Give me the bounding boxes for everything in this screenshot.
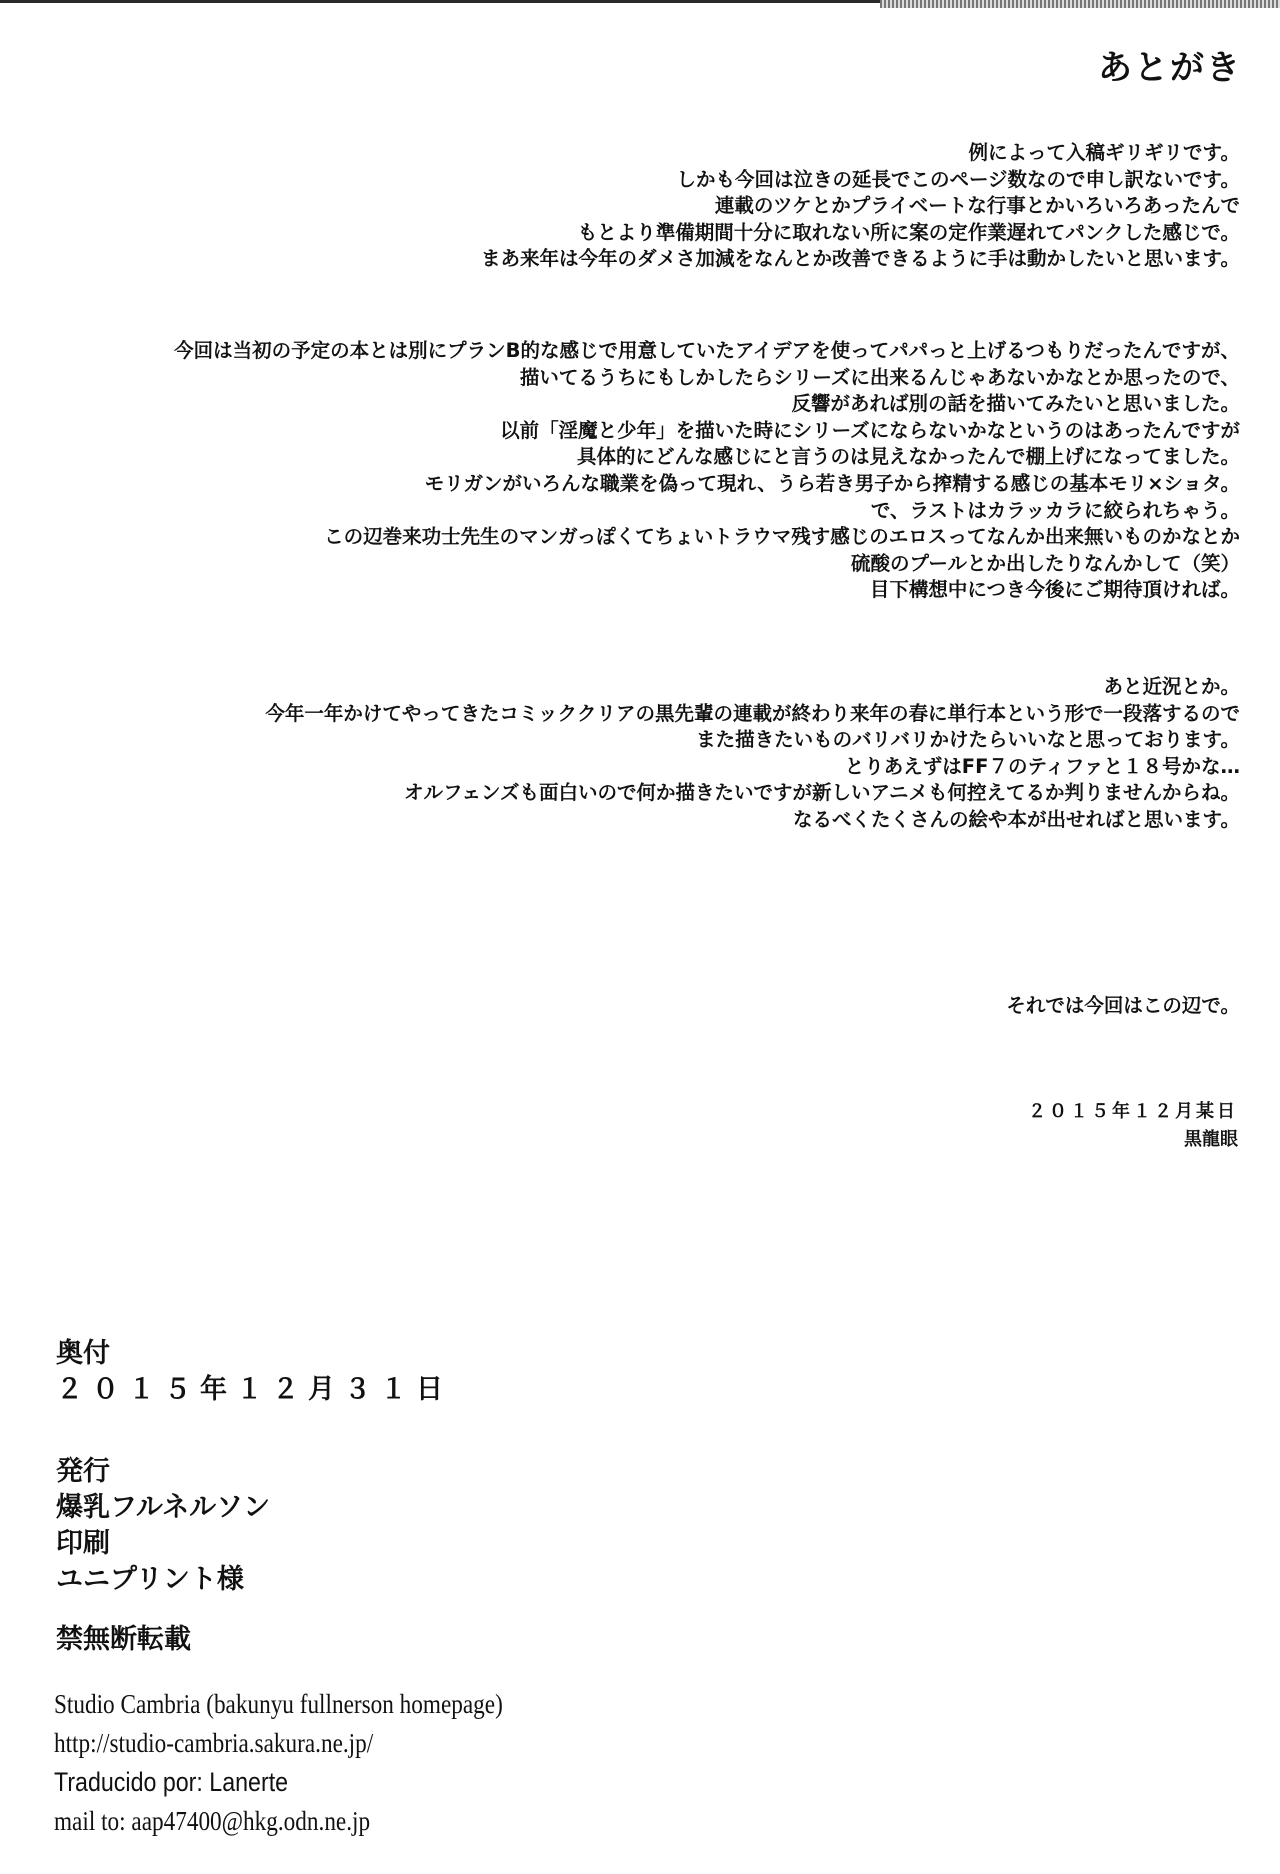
copyright-notice: 禁無断転載 <box>56 1624 191 1655</box>
text-line: オルフェンズも面白いので何か描きたいですが新しいアニメも何控えてるか判りませんからね。 <box>404 781 1240 805</box>
text-line: 反響があれば別の話を描いてみたいと思いました。 <box>791 392 1240 416</box>
contact-block <box>54 1685 503 1841</box>
afterword-paragraph-2 <box>40 338 1240 604</box>
colophon-label: 奥付 <box>56 1338 110 1369</box>
top-edge-dark-bar <box>0 0 880 3</box>
printer-label: 印刷 <box>56 1528 110 1559</box>
mail-link[interactable]: mail to: aap47400@hkg.odn.ne.jp <box>54 1806 371 1836</box>
page-title: あとがき <box>1098 48 1242 88</box>
signature-date: ２０１５年１２月某日 <box>1028 1101 1238 1122</box>
signature-block <box>1028 1098 1238 1154</box>
printer-name: ユニプリント様 <box>56 1564 244 1595</box>
text-line: なるべくたくさんの絵や本が出せればと思います。 <box>793 807 1240 831</box>
text-line: モリガンがいろんな職業を偽って現れ、うら若き男子から搾精する感じの基本モリ×ショタ。 <box>424 471 1240 495</box>
publisher-label: 発行 <box>56 1456 110 1487</box>
top-edge-strip <box>0 0 1280 14</box>
text-line: 目下構想中につき今後にご期待頂ければ。 <box>869 578 1240 602</box>
afterword-paragraph-1 <box>40 140 1240 273</box>
text-line: あと近況とか。 <box>1103 675 1240 698</box>
text-line: 硫酸のプールとか出したりなんかして（笑） <box>850 551 1240 575</box>
text-line: 連載のツケとかプライベートな行事とかいろいろあったんで <box>714 194 1240 218</box>
text-line: また描きたいものバリバリかけたらいいなと思っております。 <box>696 728 1240 752</box>
text-line: 今年一年かけてやってきたコミッククリアの黒先輩の連載が終わり来年の春に単行本という形で一段落するので <box>265 701 1240 725</box>
text-line: とりあえずはFF７のティファと１８号かな… <box>844 754 1240 778</box>
text-line: 描いてるうちにもしかしたらシリーズに出来るんじゃあないかなとか思ったので、 <box>519 365 1240 389</box>
text-line: 具体的にどんな感じにと言うのは見えなかったんで棚上げになってました。 <box>576 445 1240 469</box>
colophon <box>56 1336 452 1658</box>
signature-author: 黒龍眼 <box>1184 1129 1238 1150</box>
text-line: しかも今回は泣きの延長でこのページ数なので申し訳ないです。 <box>676 167 1240 191</box>
text-line: もとより準備期間十分に取れない所に案の定作業遅れてパンクした感じで。 <box>577 220 1240 244</box>
text-line: この辺巻来功士先生のマンガっぽくてちょいトラウマ残す感じのエロスってなんか出来無いものかなとか <box>324 525 1240 549</box>
studio-name: Studio Cambria (bakunyu fullnerson homepage) <box>54 1689 503 1719</box>
closing-line: それでは今回はこの辺で。 <box>1006 994 1240 1017</box>
text-line: 例によって入稿ギリギリです。 <box>968 141 1240 164</box>
text-line: 以前「淫魔と少年」を描いた時にシリーズにならないかなというのはあったんですが <box>500 418 1240 442</box>
text-line: まあ来年は今年のダメさ加減をなんとか改善できるように手は動かしたいと思います。 <box>481 247 1240 271</box>
homepage-link[interactable]: http://studio-cambria.sakura.ne.jp/ <box>54 1728 374 1758</box>
text-line: で、ラストはカラッカラに絞られちゃう。 <box>870 498 1240 522</box>
text-line: 今回は当初の予定の本とは別にプランB的な感じで用意していたアイデアを使ってパパっと上げるつもりだったんですが、 <box>174 339 1240 362</box>
publisher-name: 爆乳フルネルソン <box>56 1492 271 1523</box>
afterword-paragraph-3 <box>40 674 1240 834</box>
top-edge-screentone <box>880 0 1280 8</box>
publication-date: ２０１５年１２月３１日 <box>56 1374 452 1405</box>
translator-credit: Traducido por: Lanerte <box>54 1767 289 1797</box>
